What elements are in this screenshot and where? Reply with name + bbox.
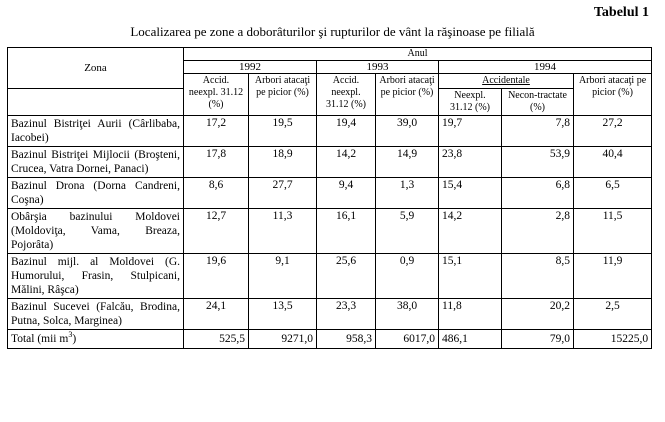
- cell: 8,5: [502, 254, 574, 299]
- cell: 16,1: [317, 209, 376, 254]
- cell: 40,4: [574, 147, 652, 178]
- header-year-1994: 1994: [439, 61, 652, 74]
- header-neexpl-1994: Neexpl. 31.12 (%): [439, 89, 502, 116]
- header-zona: Zona: [8, 48, 184, 89]
- cell: 6,8: [502, 178, 574, 209]
- header-year-1993: 1993: [317, 61, 439, 74]
- cell: 27,7: [249, 178, 317, 209]
- header-accid-neexpl-1992: Accid. neexpl. 31.12 (%): [184, 74, 249, 116]
- row-zona: Obârşia bazinului Moldovei (Moldoviţa, Vama, Breaza, Pojorâta): [8, 209, 184, 254]
- cell: 11,3: [249, 209, 317, 254]
- cell: 27,2: [574, 116, 652, 147]
- cell: 958,3: [317, 330, 376, 349]
- cell: 15,4: [439, 178, 502, 209]
- cell: 7,8: [502, 116, 574, 147]
- header-anul: Anul: [184, 48, 652, 61]
- cell: 8,6: [184, 178, 249, 209]
- cell: 11,8: [439, 299, 502, 330]
- cell: 9271,0: [249, 330, 317, 349]
- cell: 53,9: [502, 147, 574, 178]
- cell: 24,1: [184, 299, 249, 330]
- cell: 23,8: [439, 147, 502, 178]
- table-row: [8, 178, 652, 209]
- cell: 20,2: [502, 299, 574, 330]
- cell: 9,4: [317, 178, 376, 209]
- table-label: Tabelul 1: [593, 5, 649, 20]
- cell: 12,7: [184, 209, 249, 254]
- cell: 14,2: [439, 209, 502, 254]
- table-row: [8, 254, 652, 299]
- cell: 14,2: [317, 147, 376, 178]
- header-accid-neexpl-1993: Accid. neexpl. 31.12 (%): [317, 74, 376, 116]
- cell: 15225,0: [574, 330, 652, 349]
- cell: 5,9: [376, 209, 439, 254]
- total-row: [8, 330, 652, 349]
- row-zona: Bazinul Bistriţei Mijlocii (Broşteni, Crucea, Vatra Dornei, Panaci): [8, 147, 184, 178]
- cell: 19,6: [184, 254, 249, 299]
- total-label: Total (mii $m^3$): [8, 330, 184, 349]
- cell: 15,1: [439, 254, 502, 299]
- table-row: [8, 209, 652, 254]
- table-row: [8, 116, 652, 147]
- cell: 6,5: [574, 178, 652, 209]
- row-zona: Bazinul Drona (Dorna Candreni, Coşna): [8, 178, 184, 209]
- data-table: [7, 47, 652, 349]
- header-year-1992: 1992: [184, 61, 317, 74]
- table-caption: Localizarea pe zone a doborâturilor şi rupturilor de vânt la răşinoase pe filială: [130, 24, 535, 39]
- cell: 1,3: [376, 178, 439, 209]
- cell: 0,9: [376, 254, 439, 299]
- row-zona: Bazinul Sucevei (Falcău, Brodina, Putna, Solca, Marginea): [8, 299, 184, 330]
- cell: 486,1: [439, 330, 502, 349]
- cell: 38,0: [376, 299, 439, 330]
- table-row: [8, 147, 652, 178]
- header-arbori-atacati-1994: Arbori atacaţi pe picior (%): [574, 74, 652, 116]
- cell: 19,7: [439, 116, 502, 147]
- cell: 23,3: [317, 299, 376, 330]
- header-arbori-atacati-1993: Arbori atacaţi pe picior (%): [376, 74, 439, 116]
- row-zona: Bazinul Bistriţei Aurii (Cârlibaba, Iacobei): [8, 116, 184, 147]
- cell: 19,4: [317, 116, 376, 147]
- cell: 525,5: [184, 330, 249, 349]
- cell: 13,5: [249, 299, 317, 330]
- cell: 19,5: [249, 116, 317, 147]
- cell: 11,9: [574, 254, 652, 299]
- cell: 25,6: [317, 254, 376, 299]
- header-arbori-atacati-1992: Arbori atacaţi pe picior (%): [249, 74, 317, 116]
- cell: 14,9: [376, 147, 439, 178]
- header-necontractate-1994: Necon-tractate (%): [502, 89, 574, 116]
- cell: 9,1: [249, 254, 317, 299]
- header-zona-blank: [8, 89, 184, 116]
- cell: 17,8: [184, 147, 249, 178]
- cell: 39,0: [376, 116, 439, 147]
- cell: 79,0: [502, 330, 574, 349]
- cell: 2,5: [574, 299, 652, 330]
- cell: 18,9: [249, 147, 317, 178]
- cell: 11,5: [574, 209, 652, 254]
- cell: 17,2: [184, 116, 249, 147]
- row-zona: Bazinul mijl. al Moldovei (G. Humorului, Frasin, Stulpicani, Mălini, Râşca): [8, 254, 184, 299]
- header-accidentale-1994: Accidentale: [439, 74, 574, 89]
- table-row: [8, 299, 652, 330]
- cell: 2,8: [502, 209, 574, 254]
- cell: 6017,0: [376, 330, 439, 349]
